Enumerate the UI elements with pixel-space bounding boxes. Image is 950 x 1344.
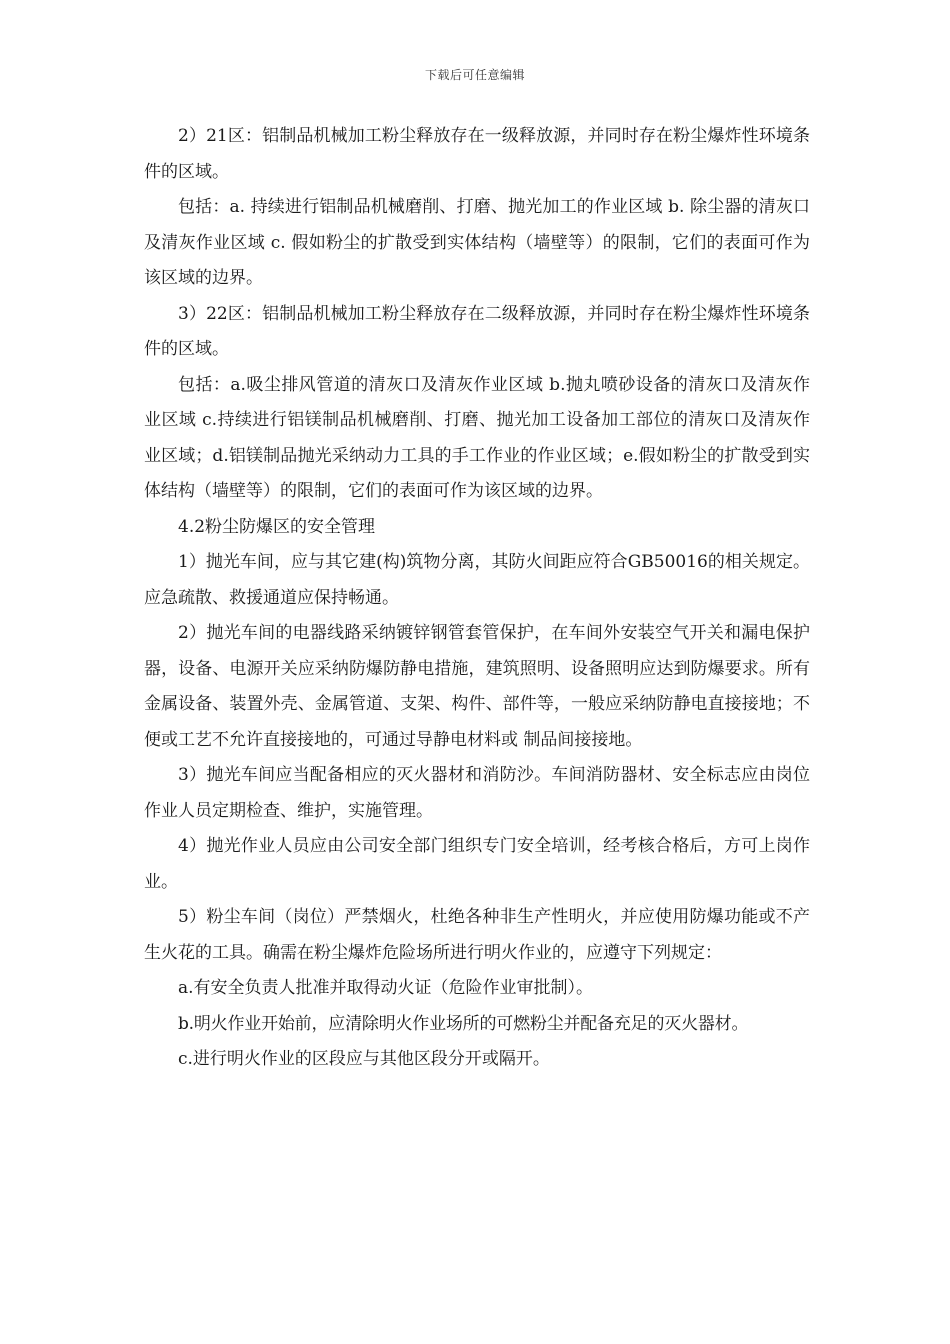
section-heading-4-2: 4.2粉尘防爆区的安全管理: [178, 516, 376, 537]
paragraph-rule-4: 4）抛光作业人员应由公司安全部门组织专门安全培训，经考核合格后，方可上岗作业。: [144, 836, 810, 892]
paragraph-rule-5: 5）粉尘车间（岗位）严禁烟火，杜绝各种非生产性明火，并应使用防爆功能或不产生火花的工具。确需在粉尘爆炸危险场所进行明火作业的，应遵守下列规定：: [144, 907, 810, 963]
paragraph-zone-21-includes: 包括：a. 持续进行铝制品机械磨削、打磨、抛光加工的作业区域 b. 除尘器的清灰口及清灰作业区域 c. 假如粉尘的扩散受到实体结构（墙壁等）的限制，它们的表面可作为该区域的边界。: [144, 197, 810, 288]
page-header: 下载后可任意编辑: [424, 68, 525, 82]
paragraph-zone-22: 3）22区：铝制品机械加工粉尘释放存在二级释放源，并同时存在粉尘爆炸性环境条件的区域。: [144, 303, 810, 359]
paragraph-rule-5b: b.明火作业开始前，应清除明火作业场所的可燃粉尘并配备充足的灭火器材。: [178, 1013, 749, 1034]
paragraph-rule-3: 3）抛光车间应当配备相应的灭火器材和消防沙。车间消防器材、安全标志应由岗位作业人员定期检查、维护，实施管理。: [144, 765, 810, 821]
paragraph-rule-5c: c.进行明火作业的区段应与其他区段分开或隔开。: [178, 1049, 550, 1069]
paragraph-zone-22-includes: 包括：a.吸尘排风管道的清灰口及清灰作业区域 b.抛丸喷砂设备的清灰口及清灰作业区域 c.持续进行铝镁制品机械磨削、打磨、抛光加工设备加工部位的清灰口及清灰作业区域；d.铝镁制品抛光采纳动力工具的手工作业的作业区域；e.假如粉尘的扩散受到实体结构（墙壁等）的限制，它们的表面可作为该区域的边界。: [144, 374, 810, 501]
paragraph-rule-2: 2）抛光车间的电器线路采纳镀锌钢管套管保护，在车间外安装空气开关和漏电保护器，设备、电源开关应采纳防爆防静电措施，建筑照明、设备照明应达到防爆要求。所有金属设备、装置外壳、金属管道、支架、构件、部件等，一般应采纳防静电直接接地；不便或工艺不允许直接接地的，可通过导静电材料或 制品间接接地。: [144, 623, 810, 750]
paragraph-rule-1: 1）抛光车间，应与其它建(构)筑物分离，其防火间距应符合GB50016的相关规定。应急疏散、救援通道应保持畅通。: [144, 552, 810, 608]
document-body: [144, 119, 810, 1078]
paragraph-zone-21: 2）21区：铝制品机械加工粉尘释放存在一级释放源，并同时存在粉尘爆炸性环境条件的区域。: [144, 126, 810, 182]
paragraph-rule-5a: a.有安全负责人批准并取得动火证（危险作业审批制）。: [178, 978, 594, 998]
